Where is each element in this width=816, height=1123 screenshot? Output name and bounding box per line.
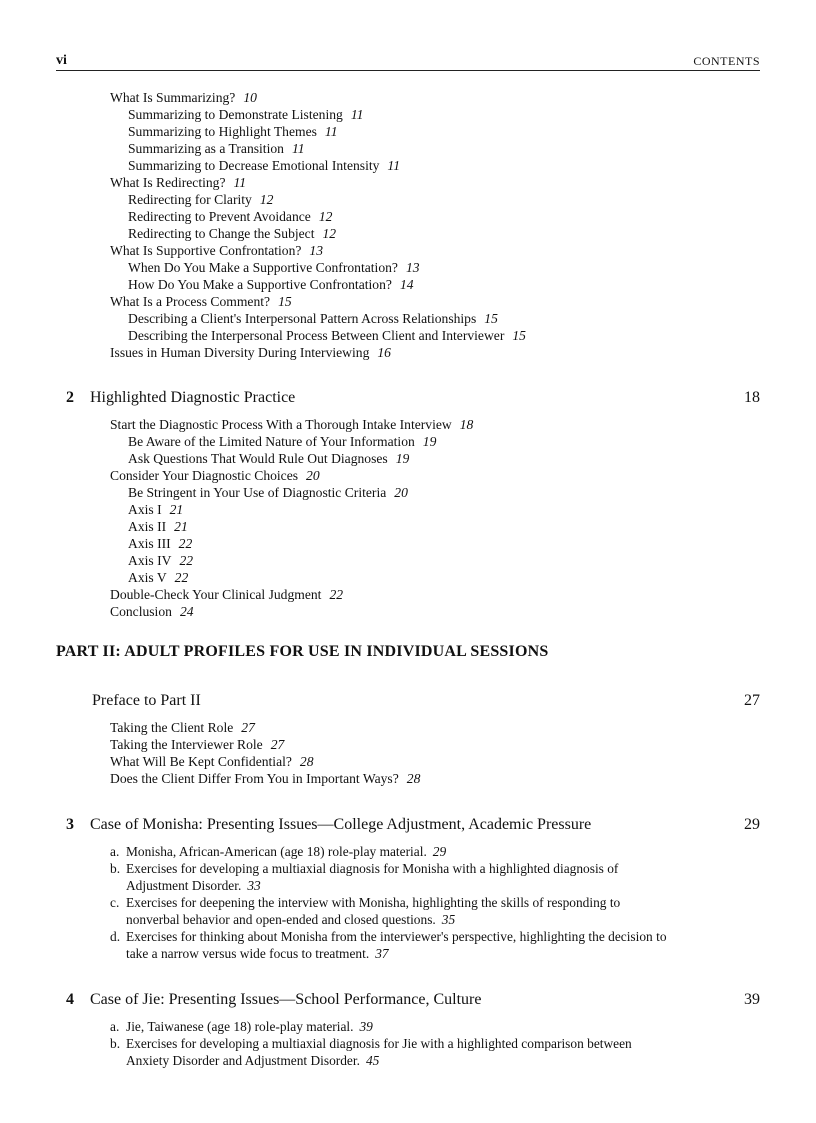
toc-entry: Taking the Client Role 27	[110, 720, 255, 735]
toc-entry: Summarizing to Decrease Emotional Intensity 11	[128, 158, 401, 173]
toc-entry: Summarizing as a Transition 11	[128, 141, 305, 156]
chapter-title: Highlighted Diagnostic Practice	[90, 389, 296, 406]
toc-entry: Taking the Interviewer Role 27	[110, 737, 285, 752]
toc-entry: Summarizing to Demonstrate Listening 11	[128, 107, 364, 122]
chapter-page: 39	[744, 991, 760, 1008]
toc-entry: Issues in Human Diversity During Interviewing 16	[110, 345, 391, 360]
toc-exercise-entry: b. Exercises for developing a multiaxial diagnosis for Jie with a highlighted comparison between Anxiety Disorder and Adjustment Disorder. 45	[110, 1036, 632, 1068]
toc-entry: Conclusion 24	[110, 604, 194, 619]
chapter-title: Case of Jie: Presenting Issues—School Performance, Culture	[90, 991, 482, 1008]
toc-exercise-entry: b. Exercises for developing a multiaxial diagnosis for Monisha with a highlighted diagnosis of Adjustment Disorder. 33	[110, 861, 619, 893]
toc-entry: What Is Supportive Confrontation? 13	[110, 243, 324, 258]
toc-entry: Does the Client Differ From You in Important Ways? 28	[110, 771, 421, 786]
toc-entry: Ask Questions That Would Rule Out Diagnoses 19	[128, 451, 410, 466]
toc-entry: Redirecting to Change the Subject 12	[128, 226, 337, 241]
toc-entry: Double-Check Your Clinical Judgment 22	[110, 587, 344, 602]
chapter-heading	[66, 990, 760, 1010]
toc-exercise-entry: a. Jie, Taiwanese (age 18) role-play material. 39	[110, 1019, 373, 1034]
toc-entry: Axis II 21	[128, 519, 188, 534]
toc-entry: Summarizing to Highlight Themes 11	[128, 124, 338, 139]
toc-entry: Start the Diagnostic Process With a Thorough Intake Interview 18	[110, 417, 474, 432]
toc-entry: Axis I 21	[128, 502, 184, 517]
toc-entry: How Do You Make a Supportive Confrontation? 14	[128, 277, 414, 292]
toc-entry: Redirecting for Clarity 12	[128, 192, 274, 207]
running-title: CONTENTS	[693, 54, 760, 68]
toc-exercise-entry: c. Exercises for deepening the interview with Monisha, highlighting the skills of responding to nonverbal behavior and open-ended and closed questions. 35	[110, 895, 621, 927]
toc-entry: Describing a Client's Interpersonal Pattern Across Relationships 15	[128, 311, 498, 326]
toc-entry: Axis IV 22	[128, 553, 194, 568]
toc-exercise-entry: a. Monisha, African-American (age 18) role-play material. 29	[110, 844, 447, 859]
page-number: vi	[56, 53, 67, 68]
toc-entry: Consider Your Diagnostic Choices 20	[110, 468, 320, 483]
preface-heading	[92, 691, 760, 711]
toc-entry: What Will Be Kept Confidential? 28	[110, 754, 314, 769]
toc-entry: Axis V 22	[128, 570, 189, 585]
toc-entry: What Is Summarizing? 10	[110, 90, 257, 105]
toc-entry: Be Stringent in Your Use of Diagnostic Criteria 20	[128, 485, 408, 500]
part-heading: PART II: ADULT PROFILES FOR USE IN INDIVIDUAL SESSIONS	[56, 643, 549, 660]
toc-exercise-entry: d. Exercises for thinking about Monisha from the interviewer's perspective, highlighting the decision to take a narrow versus wide focus to treatment. 37	[110, 929, 667, 961]
chapter-page: 29	[744, 816, 760, 833]
chapter-page: 18	[744, 389, 760, 406]
toc-entry: Redirecting to Prevent Avoidance 12	[128, 209, 333, 224]
toc-entry: Describing the Interpersonal Process Between Client and Interviewer 15	[128, 328, 526, 343]
chapter-heading	[66, 815, 760, 835]
toc-entry: What Is a Process Comment? 15	[110, 294, 292, 309]
toc-entry: What Is Redirecting? 11	[110, 175, 247, 190]
chapter-title: Case of Monisha: Presenting Issues—College Adjustment, Academic Pressure	[90, 816, 592, 833]
preface-page: 27	[744, 692, 760, 709]
chapter-heading	[66, 388, 760, 408]
toc-entry: When Do You Make a Supportive Confrontation? 13	[128, 260, 420, 275]
toc-entry: Be Aware of the Limited Nature of Your Information 19	[128, 434, 437, 449]
chapter-number: 3	[66, 816, 74, 833]
chapter-number: 4	[66, 991, 74, 1008]
toc-entry: Axis III 22	[128, 536, 193, 551]
preface-title: Preface to Part II	[92, 692, 201, 709]
chapter-number: 2	[66, 389, 74, 406]
